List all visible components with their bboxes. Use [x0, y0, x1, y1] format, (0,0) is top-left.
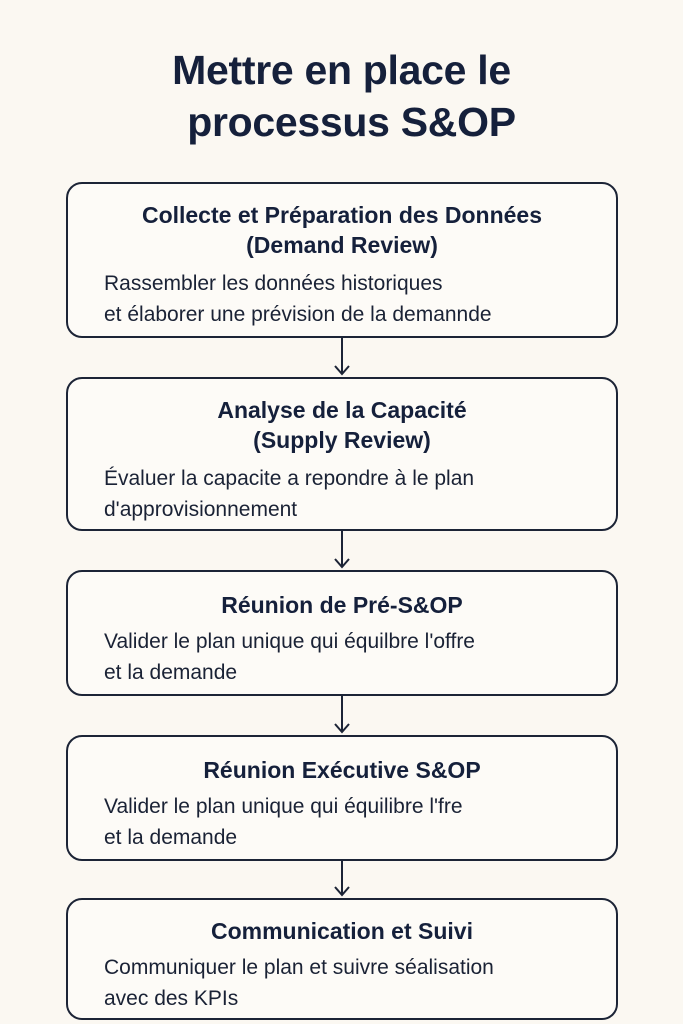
- step-description: [104, 268, 600, 330]
- step-title: Collecte et Préparation des Données: [141, 202, 543, 228]
- step-box-communication: [66, 898, 618, 1020]
- step-title: Réunion Exécutive S&OP: [203, 757, 481, 783]
- step-box-demand-review: [66, 182, 618, 338]
- page-title-line-2: processus S&OP: [187, 99, 516, 145]
- down-arrow-icon: [333, 338, 351, 378]
- step-box-pre-sop: [66, 570, 618, 696]
- step-description-line: et la demande: [104, 826, 238, 849]
- step-description-line: Évaluer la capacite a repondre à le plan: [104, 467, 475, 490]
- step-description-line: Rassembler les données historiques: [104, 272, 443, 295]
- step-description: [104, 952, 600, 1014]
- step-box-supply-review: [66, 377, 618, 531]
- page-title-line-1: Mettre en place le: [172, 47, 511, 93]
- down-arrow-icon: [333, 696, 351, 736]
- page-title: [0, 44, 683, 148]
- down-arrow-icon: [333, 531, 351, 571]
- step-description-line: avec des KPIs: [104, 987, 239, 1010]
- down-arrow-icon: [333, 861, 351, 899]
- step-description-line: d'approvisionnement: [104, 498, 298, 521]
- step-title: Communication et Suivi: [211, 918, 473, 944]
- step-description-line: Valider le plan unique qui équilbre l'offre: [104, 630, 475, 653]
- step-box-executive-sop: [66, 735, 618, 861]
- step-title: Analyse de la Capacité: [217, 397, 467, 423]
- step-subtitle: (Supply Review): [253, 427, 431, 453]
- step-description: [104, 791, 600, 853]
- step-description: [104, 626, 600, 688]
- step-title: Réunion de Pré-S&OP: [221, 592, 463, 618]
- step-description: [104, 463, 600, 525]
- step-description-line: et élaborer une prévision de la demannde: [104, 303, 492, 326]
- step-description-line: Communiquer le plan et suivre séalisation: [104, 956, 494, 979]
- step-description-line: et la demande: [104, 661, 238, 684]
- step-description-line: Valider le plan unique qui équilibre l'fre: [104, 795, 463, 818]
- step-subtitle: (Demand Review): [246, 232, 438, 258]
